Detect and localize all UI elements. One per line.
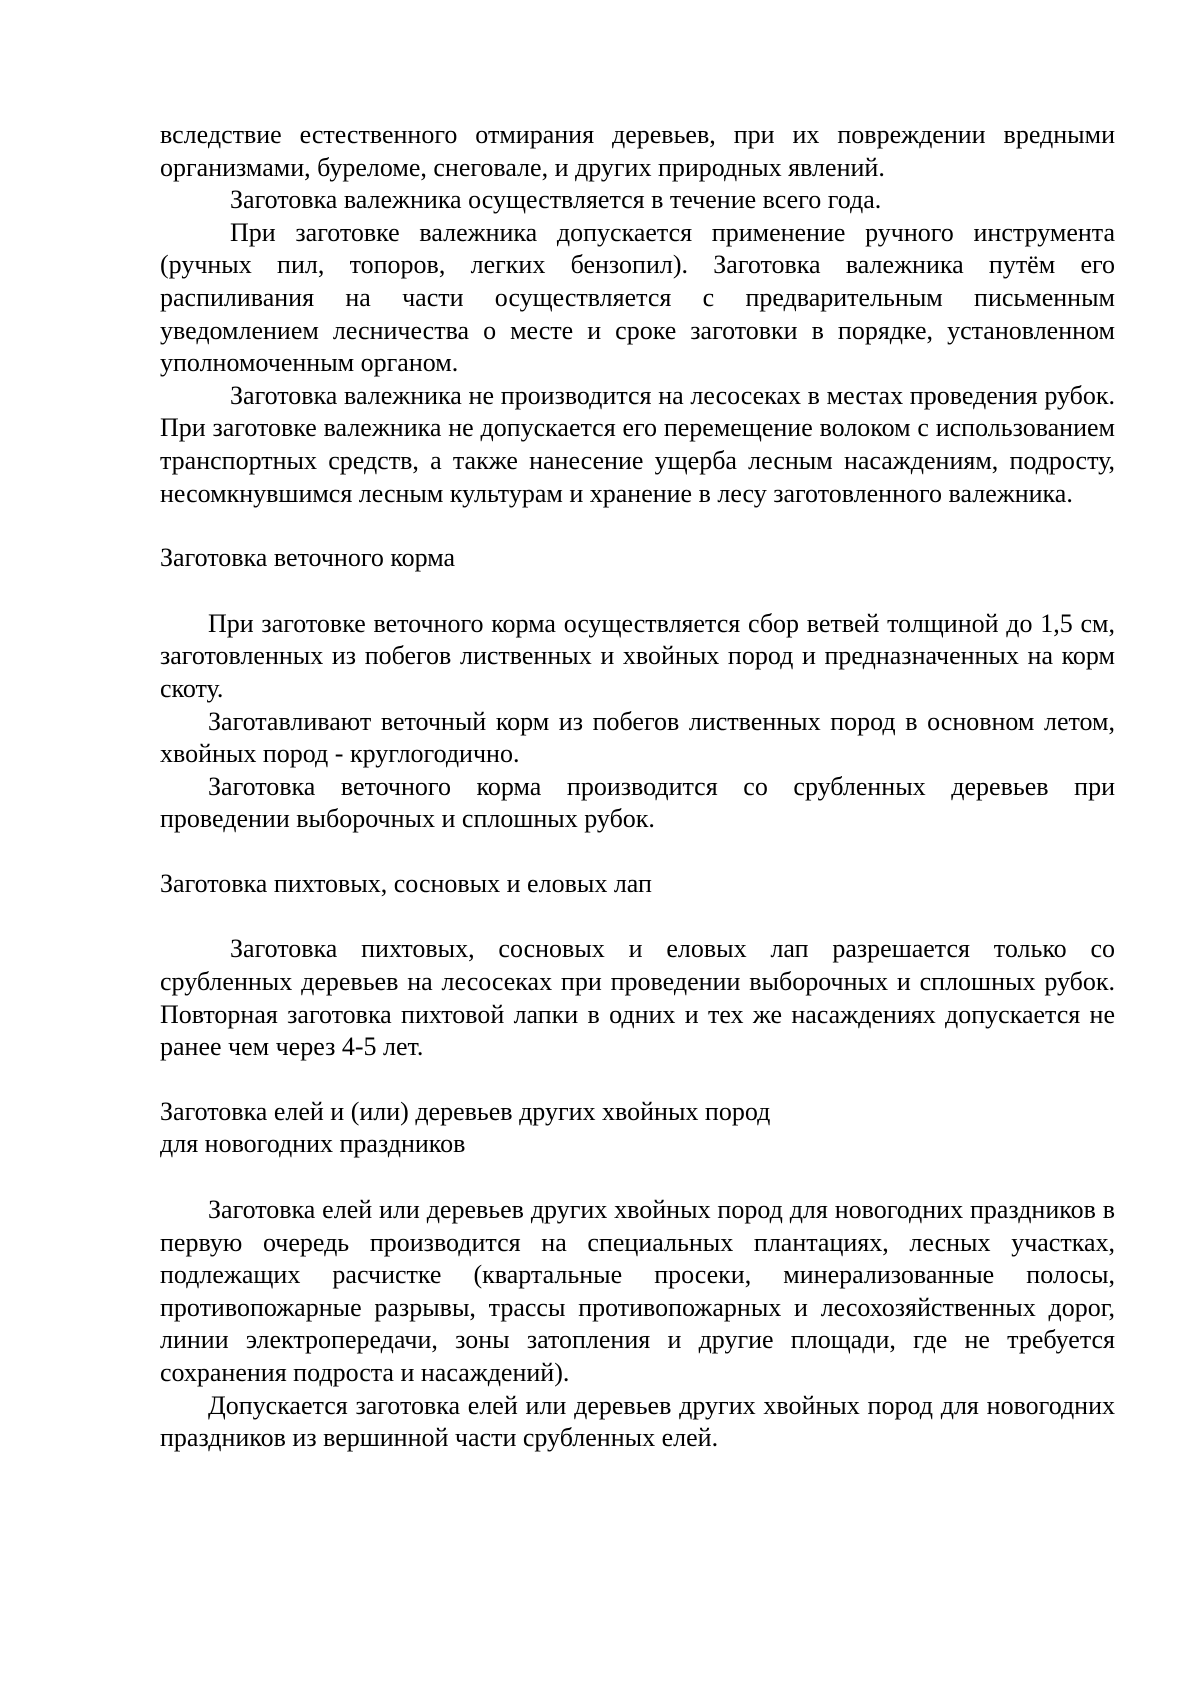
spacer [160,1064,1115,1096]
paragraph-fallen-wood-restrictions: Заготовка валежника не производится на лесосеках в местах проведения рубок. При заготовке валежника не допускается его перемещение волоком с использованием транспортных средств, а также нанесение ущерба лесным насаждениям, подросту, несомкнувшимся лесным культурам и хранение в лесу заготовленного валежника. [160,380,1115,508]
spacer [160,510,1115,542]
paragraph-new-year-trees-tops: Допускается заготовка елей или деревьев других хвойных пород для новогодних праздников из вершинной части срубленных елей. [160,1390,1115,1453]
heading-branch-fodder: Заготовка веточного корма [160,543,456,573]
document-page [160,119,1115,1455]
spacer [160,1161,1115,1194]
paragraph-branch-fodder-definition: При заготовке веточного корма осуществляется сбор ветвей толщиной до 1,5 см, заготовленных из побегов лиственных и хвойных пород и предназначенных на корм скоту. [160,608,1115,703]
paragraph-fallen-wood-causes: вследствие естественного отмирания деревьев, при их повреждении вредными организмами, буреломе, снеговале, и других природных явлений. [160,120,1115,182]
paragraph-branch-fodder-source: Заготовка веточного корма производится со срубленных деревьев при проведении выборочных и сплошных рубок. [160,771,1115,834]
spacer [160,900,1115,933]
paragraph-fallen-wood-tools: При заготовке валежника допускается применение ручного инструмента (ручных пил, топоров, легких бензопил). Заготовка валежника путём его распиливания на части осуществляется с предварительным письменным уведомлением лесничества о месте и сроке заготовки в порядке, установленном уполномоченным органом. [160,217,1115,378]
spacer [160,836,1115,868]
paragraph-new-year-trees-locations: Заготовка елей или деревьев других хвойных пород для новогодних праздников в первую очередь производится на специальных плантациях, лесных участках, подлежащих расчистке (квартальные просеки, минерализованные полосы, противопожарные разрывы, трассы противопожарных и лесохозяйственных дорог, линии электропередачи, зоны затопления и другие площади, где не требуется сохранения подроста и насаждений). [160,1195,1115,1387]
heading-new-year-trees-line1: Заготовка елей и (или) деревьев других хвойных пород [160,1096,771,1126]
paragraph-fallen-wood-period: Заготовка валежника осуществляется в течение всего года. [230,185,882,215]
spacer [160,575,1115,608]
paragraph-conifer-branches-rules: Заготовка пихтовых, сосновых и еловых лап разрешается только со срубленных деревьев на лесосеках при проведении выборочных и сплошных рубок. Повторная заготовка пихтовой лапки в одних и тех же насаждениях допускается не ранее чем через 4-5 лет. [160,934,1115,1062]
heading-new-year-trees-line2: для новогодних праздников [160,1129,466,1159]
heading-conifer-branches: Заготовка пихтовых, сосновых и еловых лап [160,868,652,898]
paragraph-branch-fodder-season: Заготавливают веточный корм из побегов лиственных пород в основном летом, хвойных пород - круглогодично. [160,706,1115,769]
